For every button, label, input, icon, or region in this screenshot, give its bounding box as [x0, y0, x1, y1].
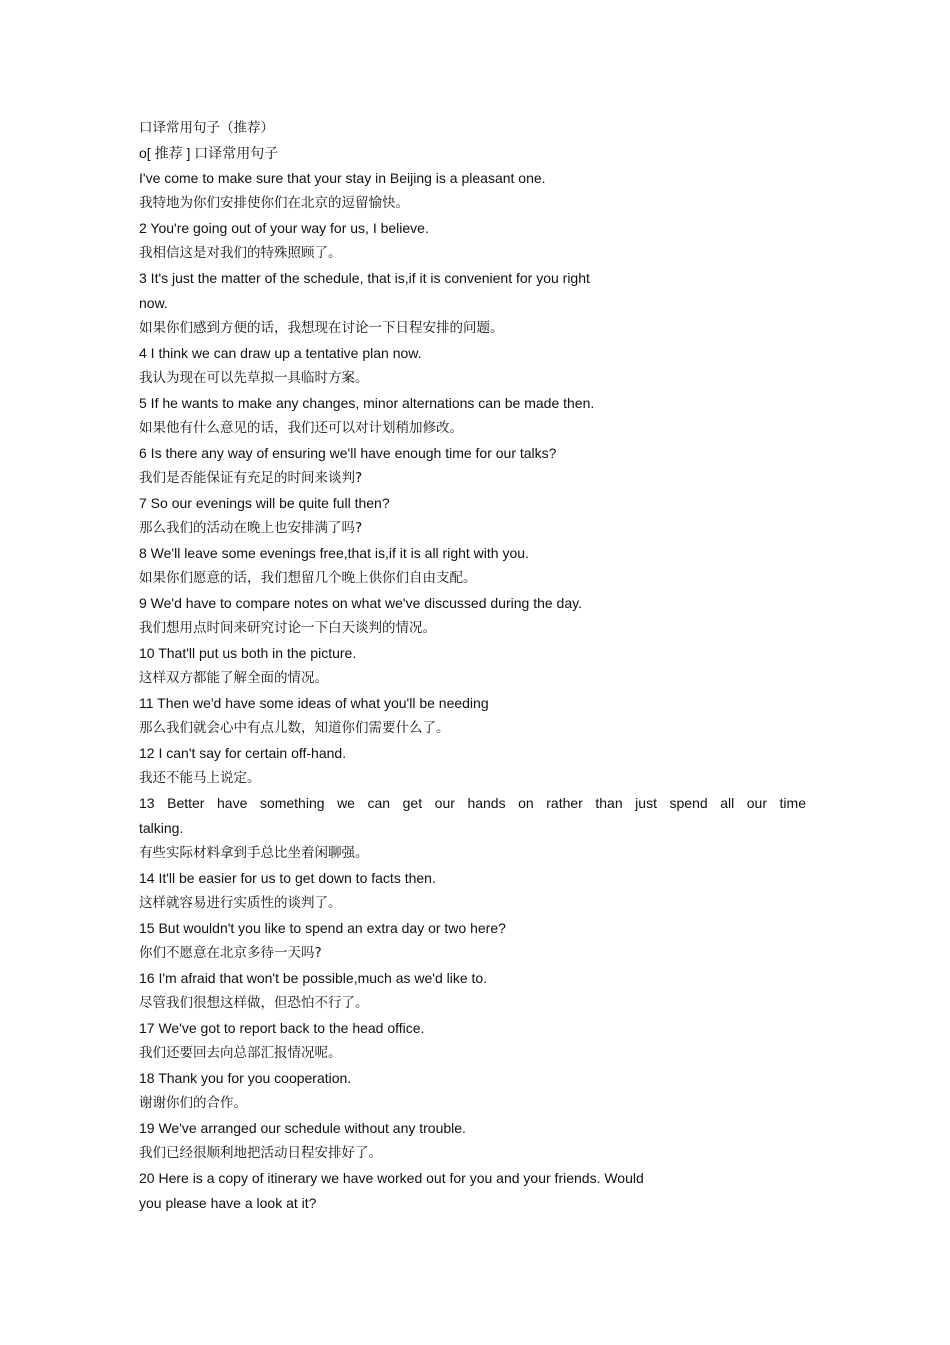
sentence-en: 2 You're going out of your way for us, I believe.: [139, 220, 429, 236]
sentence-en: 17 We've got to report back to the head office.: [139, 1020, 425, 1036]
sentence-en: 11 Then we'd have some ideas of what you'll be needing: [139, 695, 489, 711]
sentence-en: 12 I can't say for certain off-hand.: [139, 745, 347, 761]
sentence-zh: 如果你们感到方便的话，我想现在讨论一下日程安排的问题。: [139, 320, 504, 336]
sentence-en: 3 It's just the matter of the schedule, that is,if it is convenient for you right: [139, 270, 590, 286]
sentence-zh: 你们不愿意在北京多待一天吗?: [139, 945, 322, 961]
sentence-zh: 那么我们就会心中有点儿数，知道你们需要什么了。: [139, 720, 450, 736]
sentence-en: 8 We'll leave some evenings free,that is,if it is all right with you.: [139, 545, 529, 561]
sentence-zh: 我相信这是对我们的特殊照顾了。: [139, 245, 342, 261]
sentence-en: 19 We've arranged our schedule without any trouble.: [139, 1120, 466, 1136]
sentence-en: 18 Thank you for you cooperation.: [139, 1070, 352, 1086]
sentence-en-continued: now.: [139, 295, 168, 311]
sentence-en-continued: talking.: [139, 820, 184, 836]
sentence-en-continued: you please have a look at it?: [139, 1195, 317, 1211]
sentence-en: 6 Is there any way of ensuring we'll have enough time for our talks?: [139, 445, 557, 461]
sentence-zh: 我还不能马上说定。: [139, 770, 261, 786]
document-page: [139, 116, 829, 1216]
sentence-zh: 我认为现在可以先草拟一具临时方案。: [139, 370, 369, 386]
sentence-en: 10 That'll put us both in the picture.: [139, 645, 357, 661]
sentence-zh: 我们还要回去向总部汇报情况呢。: [139, 1045, 342, 1061]
sentence-en: I've come to make sure that your stay in Beijing is a pleasant one.: [139, 170, 546, 186]
sentence-en: 14 It'll be easier for us to get down to facts then.: [139, 870, 436, 886]
sentence-zh: 我们想用点时间来研究讨论一下白天谈判的情况。: [139, 620, 436, 636]
sentence-en: 20 Here is a copy of itinerary we have worked out for you and your friends. Would: [139, 1170, 644, 1186]
sentence-en: 9 We'd have to compare notes on what we've discussed during the day.: [139, 595, 582, 611]
sentence-en: 5 If he wants to make any changes, minor alternations can be made then.: [139, 395, 595, 411]
sentence-zh: 这样双方都能了解全面的情况。: [139, 670, 328, 686]
sentence-zh: 我特地为你们安排使你们在北京的逗留愉快。: [139, 195, 409, 211]
sentence-zh: 如果你们愿意的话，我们想留几个晚上供你们自由支配。: [139, 570, 477, 586]
sentence-zh: 谢谢你们的合作。: [139, 1095, 247, 1111]
sentence-en: 13 Better have something we can get our hands on rather than just spend all our time: [139, 795, 806, 811]
sentence-zh: 如果他有什么意见的话，我们还可以对计划稍加修改。: [139, 420, 463, 436]
sentence-zh: 我们是否能保证有充足的时间来谈判?: [139, 470, 363, 486]
sentence-zh: 那么我们的活动在晚上也安排满了吗?: [139, 520, 363, 536]
document-subtitle: o[ 推荐 ] 口译常用句子: [139, 145, 279, 161]
sentence-zh: 有些实际材料拿到手总比坐着闲聊强。: [139, 845, 369, 861]
sentence-en: 4 I think we can draw up a tentative plan now.: [139, 345, 422, 361]
sentence-zh: 这样就容易进行实质性的谈判了。: [139, 895, 342, 911]
sentence-zh: 尽管我们很想这样做，但恐怕不行了。: [139, 995, 369, 1011]
sentence-zh: 我们已经很顺利地把活动日程安排好了。: [139, 1145, 382, 1161]
sentence-en: 7 So our evenings will be quite full then?: [139, 495, 390, 511]
document-title: 口译常用句子（推荐）: [139, 120, 274, 136]
sentence-en: 15 But wouldn't you like to spend an extra day or two here?: [139, 920, 506, 936]
sentence-en: 16 I'm afraid that won't be possible,much as we'd like to.: [139, 970, 488, 986]
